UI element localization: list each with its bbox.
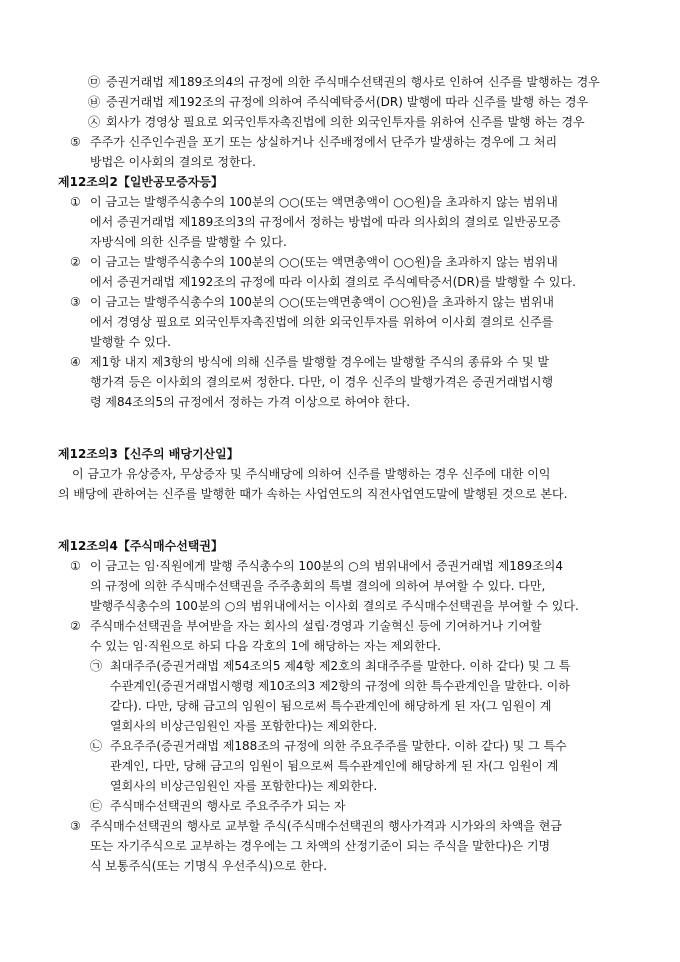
item-text: 제1항 내지 제3항의 방식에 의해 신주를 발행할 경우에는 발행할 주식의 종류와 수 및 발: [90, 355, 549, 369]
item-text: 자방식에 의한 신주를 발행할 수 있다.: [90, 235, 287, 249]
sub-item-text: 수관계인(증권거래법시행령 제10조의3 제2항의 규정에 의한 특수관계인을 말한다. 이하: [110, 679, 570, 693]
article-title: 제12조의3【신주의 배당기산일】: [58, 447, 239, 461]
sub-item-text: 열회사의 비상근임원인 자를 포함한다)는 제외한다.: [110, 719, 378, 733]
sub-item: [0, 72, 680, 92]
sub-item-text: 회사가 경영상 필요로 외국인투자촉진법에 의한 외국인투자를 위하여 신주를 발행 하는 경우: [106, 115, 585, 129]
item-marker: ①: [70, 195, 81, 209]
numbered-item: [0, 352, 680, 372]
item-text: 발행주식총수의 100분의 ○의 범위내에서는 이사회 결의로 주식매수선택권을 부여할 수 있다.: [90, 599, 579, 613]
sub-item-text: 주요주주(증권거래법 제188조의 규정에 의한 주요주주를 말한다. 이하 같다) 및 그 특수: [110, 739, 567, 753]
sub-item-text: 증권거래법 제189조의4의 규정에 의한 주식매수선택권의 행사로 인하여 신주를 발행하는 경우: [106, 75, 600, 89]
item-marker: ①: [70, 559, 81, 573]
sub-item-continuation: [0, 696, 680, 716]
sub-item: [0, 656, 680, 676]
sub-item: [0, 736, 680, 756]
numbered-item: [0, 132, 680, 152]
item-text: 주식매수선택권의 행사로 교부할 주식(주식매수선택권의 행사가격과 시가와의 차액을 현금: [90, 819, 562, 833]
item-text: 령 제84조의5의 규정에서 정하는 가격 이상으로 하여야 한다.: [90, 395, 411, 409]
sub-item-continuation: [0, 716, 680, 736]
item-marker: ③: [70, 295, 81, 309]
item-continuation: [0, 152, 680, 172]
paragraph-line: [0, 484, 680, 504]
item-text: 이 금고는 임·직원에게 발행 주식총수의 100분의 ○의 범위내에서 증권거래법 제189조의4: [90, 559, 564, 573]
numbered-item: [0, 816, 680, 836]
numbered-item: [0, 252, 680, 272]
spacer: [0, 524, 680, 536]
item-marker: ③: [70, 819, 81, 833]
spacer: [0, 432, 680, 444]
document-page: [0, 72, 680, 876]
item-text: 발행할 수 있다.: [90, 335, 171, 349]
item-text: 행가격 등은 이사회의 결의로써 정한다. 다만, 이 경우 신주의 발행가격은 증권거래법시행: [90, 375, 554, 389]
item-continuation: [0, 272, 680, 292]
item-text: 수 있는 임·직원으로 하되 다음 각호의 1에 해당하는 자는 제외한다.: [90, 639, 441, 653]
item-text: 주식매수선택권을 부여받을 자는 회사의 설립·경영과 기술혁신 등에 기여하거나 기여할: [90, 619, 542, 633]
item-continuation: [0, 576, 680, 596]
item-continuation: [0, 312, 680, 332]
item-text: 이 금고는 발행주식총수의 100분의 ○○(또는 액면총액이 ○○원)을 초과하지 않는 범위내: [90, 255, 558, 269]
item-text: 이 금고는 발행주식총수의 100분의 ○○(또는 액면총액이 ○○원)을 초과하지 않는 범위내: [90, 195, 558, 209]
item-marker: ②: [70, 255, 81, 269]
item-continuation: [0, 332, 680, 352]
article-title: 제12조의2【일반공모증자등】: [58, 175, 223, 189]
sub-item-text: 최대주주(증권거래법 제54조의5 제4항 제2호의 최대주주를 말한다. 이하 같다) 및 그 특: [110, 659, 571, 673]
sub-item-marker: ㉤: [88, 75, 101, 89]
item-continuation: [0, 212, 680, 232]
item-continuation: [0, 856, 680, 876]
sub-item-marker: ㉥: [88, 95, 101, 109]
sub-item-marker: ㉡: [90, 739, 103, 753]
item-text: 또는 자기주식으로 교부하는 경우에는 그 차액의 산정기준이 되는 주식을 말한다)은 기명: [90, 839, 551, 853]
sub-item-marker: ㉢: [90, 799, 103, 813]
sub-item-continuation: [0, 756, 680, 776]
article-heading: [0, 536, 680, 556]
item-continuation: [0, 392, 680, 412]
article-heading: [0, 172, 680, 192]
spacer: [0, 412, 680, 432]
item-continuation: [0, 636, 680, 656]
item-continuation: [0, 596, 680, 616]
numbered-item: [0, 292, 680, 312]
item-text: 의 규정에 의한 주식매수선택권을 주주총회의 특별 결의에 의하여 부여할 수 있다. 다만,: [90, 579, 546, 593]
spacer: [0, 504, 680, 524]
item-marker: ⑤: [70, 135, 81, 149]
article-heading: [0, 444, 680, 464]
item-continuation: [0, 232, 680, 252]
paragraph-text: 이 금고가 유상증자, 무상증자 및 주식배당에 의하여 신주를 발행하는 경우 신주에 대한 이익: [72, 467, 551, 481]
numbered-item: [0, 192, 680, 212]
numbered-item: [0, 556, 680, 576]
sub-item-continuation: [0, 676, 680, 696]
item-text: 에서 증권거래법 제192조의 규정에 따라 이사회 결의로 주식예탁증서(DR)를 발행할 수 있다.: [90, 275, 576, 289]
sub-item-text: 열회사의 비상근임원인 자를 포함한다)는 제외한다.: [110, 779, 378, 793]
sub-item-marker: ㉦: [88, 115, 101, 129]
item-continuation: [0, 372, 680, 392]
sub-item-text: 증권거래법 제192조의 규정에 의하여 주식예탁증서(DR) 발행에 따라 신주를 발행 하는 경우: [106, 95, 589, 109]
item-text: 이 금고는 발행주식총수의 100분의 ○○(또는액면총액이 ○○원)을 초과하지 않는 범위내: [90, 295, 555, 309]
item-text: 에서 증권거래법 제189조의3의 규정에서 정하는 방법에 따라 의사회의 결의로 일반공모증: [90, 215, 561, 229]
item-marker: ②: [70, 619, 81, 633]
sub-item-continuation: [0, 776, 680, 796]
article-title: 제12조의4【주식매수선택권】: [58, 539, 223, 553]
item-text: 식 보통주식(또는 기명식 우선주식)으로 한다.: [90, 859, 328, 873]
sub-item: [0, 92, 680, 112]
item-continuation: [0, 836, 680, 856]
sub-item-marker: ㉠: [90, 659, 103, 673]
sub-item-text: 같다). 다만, 당해 금고의 임원이 됨으로써 특수관계인에 해당하게 된 자(그 임원이 계: [110, 699, 552, 713]
item-text: 방법은 이사회의 결의로 정한다.: [90, 155, 256, 169]
numbered-item: [0, 616, 680, 636]
sub-item-text: 주식매수선택권의 행사로 주요주주가 되는 자: [110, 799, 346, 813]
item-text: 에서 경영상 필요로 외국인투자촉진법에 의한 외국인투자를 위하여 이사회 결의로 신주를: [90, 315, 554, 329]
item-text: 주주가 신주인수권을 포기 또는 상실하거나 신주배정에서 단주가 발생하는 경우에 그 처리: [90, 135, 558, 149]
sub-item-text: 관계인, 다만, 당해 금고의 임원이 됨으로써 특수관계인에 해당하게 된 자(그 임원이 계: [110, 759, 559, 773]
paragraph-line: [0, 464, 680, 484]
item-marker: ④: [70, 355, 81, 369]
sub-item: [0, 796, 680, 816]
sub-item: [0, 112, 680, 132]
paragraph-text: 의 배당에 관하여는 신주를 발행한 때가 속하는 사업연도의 직전사업연도말에 발행된 것으로 본다.: [58, 487, 568, 501]
